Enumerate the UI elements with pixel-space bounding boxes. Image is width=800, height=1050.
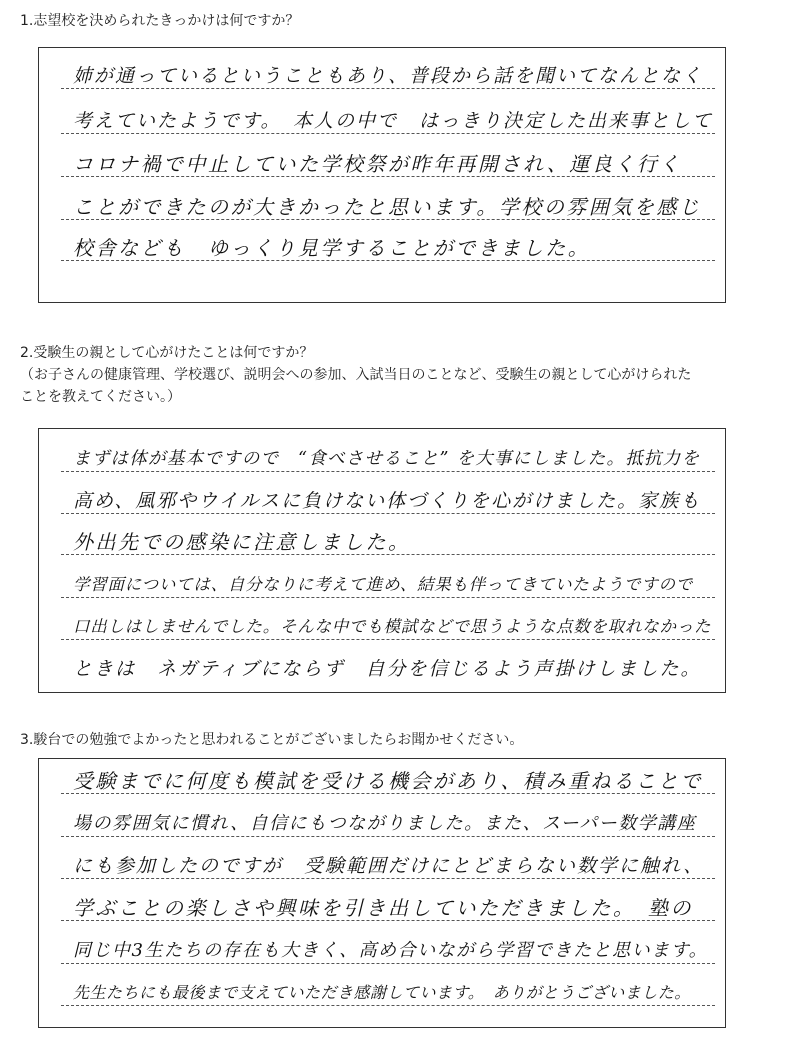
answer-line: 学ぶことの楽しさや興味を引き出していただきました。 塾の bbox=[61, 896, 715, 921]
answer-line: ときは ネガティブにならず 自分を信じるよう声掛けしました。 bbox=[73, 658, 702, 680]
answer-box-2 bbox=[38, 428, 726, 693]
answer-line: にも参加したのですが 受験範囲だけにとどまらない数学に触れ、 bbox=[61, 854, 715, 879]
answer-line: 先生たちにも最後まで支えていただき感謝しています。 ありがとうございました。 bbox=[61, 981, 715, 1006]
question-3: 3.駿台での勉強でよかったと思われることがございましたらお聞かせください。 bbox=[20, 732, 524, 748]
answer-box-1 bbox=[38, 47, 726, 303]
question-2: 2.受験生の親として心がけたことは何ですか？ （お子さんの健康管理、学校選び、説明会への参加、入試当日のことなど、受験生の親として心がけられた ことを教えてください。） bbox=[20, 345, 692, 405]
answer-line: 高め、風邪やウイルスに負けない体づくりを心がけました。家族も bbox=[61, 489, 715, 514]
answer-line: 外出先での感染に注意しました。 bbox=[61, 530, 715, 555]
answer-line: 学習面については、自分なりに考えて進め、結果も伴ってきていたようですので bbox=[61, 573, 715, 598]
answer-line: 校舎なども ゆっくり見学することができました。 bbox=[61, 236, 715, 261]
answer-box-3 bbox=[38, 758, 726, 1028]
answer-line: コロナ禍で中止していた学校祭が昨年再開され、運良く行く bbox=[61, 152, 715, 177]
answer-line: 同じ中3生たちの存在も大きく、高め合いながら学習できたと思います。 bbox=[61, 939, 715, 964]
answer-line: 受験までに何度も模試を受ける機会があり、積み重ねることで bbox=[61, 769, 715, 794]
answer-line: 姉が通っているということもあり、普段から話を聞いてなんとなく bbox=[61, 64, 715, 89]
answer-line: 考えていたようです。 本人の中で はっきり決定した出来事として bbox=[61, 109, 715, 134]
answer-line: 場の雰囲気に慣れ、自信にもつながりました。また、スーパー数学講座 bbox=[61, 812, 715, 837]
answer-line: まずは体が基本ですので “食べさせること” を大事にしました。抵抗力を bbox=[61, 447, 715, 472]
answer-line: ことができたのが大きかったと思います。学校の雰囲気を感じ bbox=[61, 195, 715, 220]
answer-line: 口出しはしませんでした。そんな中でも模試などで思うような点数を取れなかった bbox=[61, 615, 715, 640]
question-1: 1.志望校を決められたきっかけは何ですか？ bbox=[20, 13, 300, 29]
